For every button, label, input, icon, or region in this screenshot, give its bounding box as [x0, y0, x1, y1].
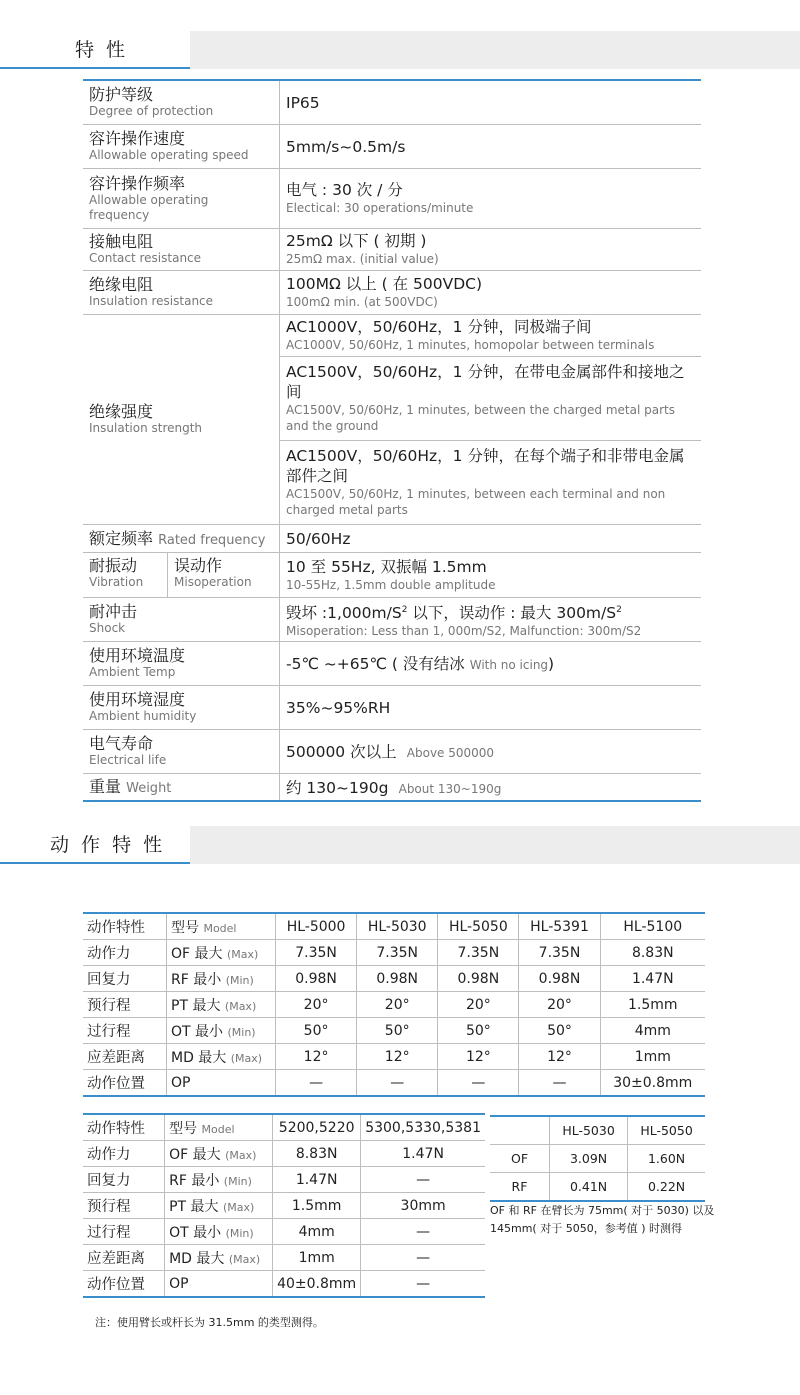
spec-label: 使用环境湿度 — [89, 690, 186, 710]
cell: 7.35N — [357, 940, 438, 966]
cell: 0.41N — [550, 1173, 628, 1202]
row-label: 动作力 — [83, 940, 167, 966]
action-table-3 — [490, 1115, 705, 1202]
cell: 1.5mm — [600, 992, 705, 1018]
spec-value-en: Electical: 30 operations/minute — [286, 201, 474, 215]
table3-note — [490, 1202, 714, 1238]
header-cell: 型号 — [171, 919, 199, 936]
header-cell: HL-5391 — [519, 913, 600, 940]
row-label: RF — [490, 1173, 550, 1202]
table-row — [83, 773, 701, 801]
cell: — — [361, 1271, 485, 1298]
spec-label: 容许操作速度 — [89, 129, 186, 148]
cell: 0.98N — [276, 966, 357, 992]
spec-value-en: Above 500000 — [406, 746, 495, 761]
cell: 50° — [357, 1018, 438, 1044]
note-line: 145mm( 对于 5050，参考值 ) 时测得 — [490, 1222, 682, 1235]
spec-label-en: Insulation resistance — [89, 294, 214, 308]
spec-label: 额定频率 — [89, 528, 154, 548]
spec-value: -5℃ ~+65℃ ( 没有结冰 — [286, 655, 470, 674]
cell: 8.83N — [273, 1141, 361, 1167]
row-label: 回复力 — [83, 1167, 165, 1193]
superscript: 2 — [616, 604, 622, 615]
spec-value-en: 25mΩ max. (initial value) — [286, 252, 439, 266]
table-row — [83, 1193, 485, 1219]
table-row — [83, 1070, 705, 1097]
row-label: 应差距离 — [83, 1044, 167, 1070]
cell: 1.47N — [273, 1167, 361, 1193]
spec-value: 25mΩ 以下 ( 初期 ) — [286, 232, 427, 250]
spec-label: 接触电阻 — [89, 232, 154, 251]
table-row — [83, 524, 701, 552]
row-label: 回复力 — [83, 966, 167, 992]
spec-label-en: Degree of protection — [89, 104, 214, 119]
spec-label-en: Contact resistance — [89, 251, 202, 265]
cell: 12° — [276, 1044, 357, 1070]
row-param: OF 最大 — [171, 945, 223, 962]
action-section-header — [0, 826, 800, 864]
cell: 7.35N — [519, 940, 600, 966]
cell: 20° — [438, 992, 519, 1018]
row-param: OP — [169, 1275, 189, 1292]
spec-label-en: Shock — [89, 621, 126, 636]
superscript: 2 — [401, 604, 408, 615]
cell: — — [357, 1070, 438, 1097]
spec-label-en: Insulation strength — [89, 421, 203, 435]
spec-label: 绝缘强度 — [89, 402, 154, 421]
spec-label-en: Weight — [126, 781, 172, 797]
row-param: OT 最小 — [169, 1224, 222, 1241]
spec-label: 容许操作频率 — [89, 173, 186, 193]
row-label: 动作位置 — [83, 1271, 165, 1298]
spec-value-en: AC1000V, 50/60Hz, 1 minutes, homopolar between terminals — [286, 338, 655, 352]
spec-value-en: About 130~190g — [398, 781, 502, 796]
header-grey-band — [190, 31, 800, 69]
row-param: PT 最大 — [169, 1198, 219, 1215]
cell: 12° — [438, 1044, 519, 1070]
table-header-row — [490, 1116, 705, 1145]
header-cell: HL-5030 — [550, 1116, 628, 1145]
header-cell-en: Model — [201, 1122, 235, 1136]
row-unit: (Min) — [225, 973, 254, 987]
row-label: 动作位置 — [83, 1070, 167, 1097]
table-row — [490, 1145, 705, 1173]
table-row — [83, 1044, 705, 1070]
header-cell: HL-5050 — [438, 913, 519, 940]
cell: 1.47N — [600, 966, 705, 992]
cell: 40±0.8mm — [273, 1271, 361, 1298]
spec-label-en: Misoperation — [174, 574, 252, 589]
spec-label: 使用环境温度 — [89, 646, 186, 666]
table-row — [83, 314, 701, 356]
section-underline — [0, 862, 190, 864]
spec-label: 耐冲击 — [89, 602, 138, 622]
section-underline — [0, 67, 190, 69]
cell: 20° — [519, 992, 600, 1018]
table-row — [83, 1245, 485, 1271]
spec-value: 10 至 55Hz, 双振幅 1.5mm — [286, 557, 487, 576]
row-unit: (Max) — [225, 1148, 257, 1162]
cell: — — [361, 1167, 485, 1193]
cell: 50° — [276, 1018, 357, 1044]
cell: 1.60N — [628, 1145, 705, 1173]
table-row — [83, 940, 705, 966]
cell: 12° — [519, 1044, 600, 1070]
table-header-row — [83, 1114, 485, 1141]
spec-table — [83, 79, 701, 802]
features-section-header — [0, 31, 800, 69]
spec-label-en: Ambient humidity — [89, 709, 197, 724]
spec-label: 重量 — [89, 777, 122, 797]
cell: 20° — [276, 992, 357, 1018]
spec-label: 耐振动 — [89, 555, 138, 575]
table-header-row — [83, 913, 705, 940]
row-unit: (Min) — [223, 1174, 252, 1188]
row-unit: (Max) — [226, 947, 259, 961]
row-label: 过行程 — [83, 1219, 165, 1245]
table-row — [83, 1271, 485, 1298]
spec-value-en: 10-55Hz, 1.5mm double amplitude — [286, 577, 496, 592]
header-cell-en: Model — [203, 921, 237, 935]
table-row — [83, 1018, 705, 1044]
spec-value: 35%~95%RH — [286, 698, 391, 717]
cell: — — [361, 1245, 485, 1271]
cell: 4mm — [600, 1018, 705, 1044]
spec-value: 约 130~190g — [286, 778, 389, 797]
action-table-1 — [83, 912, 705, 1097]
spec-value: IP65 — [286, 93, 320, 112]
header-cell: HL-5100 — [600, 913, 705, 940]
cell: 12° — [357, 1044, 438, 1070]
spec-label: 防护等级 — [89, 85, 154, 105]
table-row — [490, 1173, 705, 1202]
header-cell: 动作特性 — [83, 913, 167, 940]
spec-value-en: 100mΩ min. (at 500VDC) — [286, 295, 438, 309]
row-param: OT 最小 — [171, 1023, 224, 1040]
cell: — — [438, 1070, 519, 1097]
cell: 7.35N — [438, 940, 519, 966]
row-unit: (Min) — [227, 1025, 256, 1039]
row-param: MD 最大 — [171, 1049, 227, 1066]
table-row — [83, 168, 701, 228]
table-row — [83, 270, 701, 314]
cell: 0.98N — [357, 966, 438, 992]
table-row — [83, 966, 705, 992]
row-unit: (Max) — [223, 1200, 255, 1214]
cell: — — [519, 1070, 600, 1097]
cell: 50° — [438, 1018, 519, 1044]
spec-label: 误动作 — [174, 555, 223, 575]
spec-label: 绝缘电阻 — [89, 275, 154, 294]
header-cell — [490, 1116, 550, 1145]
table-row — [83, 1167, 485, 1193]
table-row — [83, 729, 701, 773]
row-unit: (Max) — [228, 1252, 261, 1266]
cell: 30mm — [361, 1193, 485, 1219]
table-row — [83, 685, 701, 729]
cell: 4mm — [273, 1219, 361, 1245]
row-param: RF 最小 — [171, 971, 222, 988]
cell: 1.5mm — [273, 1193, 361, 1219]
header-cell: HL-5030 — [357, 913, 438, 940]
row-param: PT 最大 — [171, 997, 221, 1014]
spec-value-en: AC1500V, 50/60Hz, 1 minutes, between the charged metal parts and the ground — [286, 403, 676, 433]
cell: 20° — [357, 992, 438, 1018]
footnote: 注：使用臂长或杆长为 31.5mm 的类型测得。 — [95, 1316, 324, 1329]
header-cell: 型号 — [169, 1120, 198, 1137]
cell: — — [361, 1219, 485, 1245]
header-cell: HL-5000 — [276, 913, 357, 940]
table-row — [83, 992, 705, 1018]
row-unit: (Max) — [224, 999, 257, 1013]
header-cell: 5200,5220 — [273, 1114, 361, 1141]
row-param: OF 最大 — [169, 1146, 221, 1163]
table-row — [83, 1219, 485, 1245]
table-row — [83, 552, 701, 597]
spec-value: 5mm/s~0.5m/s — [286, 137, 406, 156]
row-unit: (Min) — [225, 1226, 254, 1240]
cell: 0.98N — [438, 966, 519, 992]
table-row — [83, 1141, 485, 1167]
spec-value-en: Misoperation: Less than 1, 000m/S2, Malfunction: 300m/S2 — [286, 623, 642, 638]
section-title: 动 作 特 性 — [50, 834, 166, 856]
header-cell: 5300,5330,5381 — [361, 1114, 485, 1141]
cell: 1mm — [273, 1245, 361, 1271]
cell: 0.22N — [628, 1173, 705, 1202]
spec-value: 以下，误动作 : 最大 300m/S — [407, 603, 617, 622]
spec-value: 毁坏 :1,000m/S — [286, 603, 402, 622]
cell: 3.09N — [550, 1145, 628, 1173]
spec-value-en: With no icing — [469, 658, 549, 673]
paren: ) — [548, 655, 555, 674]
note-line: OF 和 RF 在臂长为 75mm( 对于 5030) 以及 — [490, 1204, 715, 1217]
table-row — [83, 80, 701, 124]
row-param: MD 最大 — [169, 1250, 225, 1267]
row-label: 动作力 — [83, 1141, 165, 1167]
header-grey-band — [190, 826, 800, 864]
spec-value: AC1500V，50/60Hz，1 分钟，在每个端子和非带电金属部件之间 — [286, 447, 685, 485]
spec-label: 电气寿命 — [89, 734, 154, 754]
row-label: 预行程 — [83, 1193, 165, 1219]
cell: 0.98N — [519, 966, 600, 992]
cell: 8.83N — [600, 940, 705, 966]
row-label: OF — [490, 1145, 550, 1173]
spec-label-en: Allowable operating speed — [89, 148, 249, 162]
spec-value: AC1500V，50/60Hz，1 分钟，在带电金属部件和接地之间 — [286, 363, 685, 401]
spec-label-en: Allowable operating frequency — [89, 192, 209, 222]
cell: 7.35N — [276, 940, 357, 966]
row-param: OP — [171, 1074, 191, 1091]
spec-value: 50/60Hz — [286, 529, 351, 548]
table-row — [83, 641, 701, 685]
row-label: 过行程 — [83, 1018, 167, 1044]
section-title: 特 性 — [75, 39, 129, 61]
spec-value: AC1000V，50/60Hz，1 分钟，同极端子间 — [286, 318, 592, 336]
table-row — [83, 228, 701, 270]
spec-label-en: Vibration — [89, 574, 144, 589]
cell: 50° — [519, 1018, 600, 1044]
action-table-2 — [83, 1113, 485, 1298]
spec-value-en: AC1500V, 50/60Hz, 1 minutes, between each terminal and non charged metal parts — [286, 487, 666, 517]
cell: — — [276, 1070, 357, 1097]
row-label: 应差距离 — [83, 1245, 165, 1271]
row-label: 预行程 — [83, 992, 167, 1018]
spec-label-en: Ambient Temp — [89, 665, 176, 680]
table-row — [83, 124, 701, 168]
spec-value: 电气 : 30 次 / 分 — [286, 181, 403, 199]
cell: 30±0.8mm — [600, 1070, 705, 1097]
table-row — [83, 597, 701, 641]
header-cell: HL-5050 — [628, 1116, 705, 1145]
row-param: RF 最小 — [169, 1172, 220, 1189]
cell: 1.47N — [361, 1141, 485, 1167]
spec-value: 500000 次以上 — [286, 743, 397, 762]
header-cell: 动作特性 — [83, 1114, 165, 1141]
spec-value: 100MΩ 以上 ( 在 500VDC) — [286, 275, 483, 293]
row-unit: (Max) — [230, 1051, 263, 1065]
cell: 1mm — [600, 1044, 705, 1070]
spec-label-en: Rated frequency — [158, 532, 266, 548]
spec-label-en: Electrical life — [89, 753, 167, 768]
